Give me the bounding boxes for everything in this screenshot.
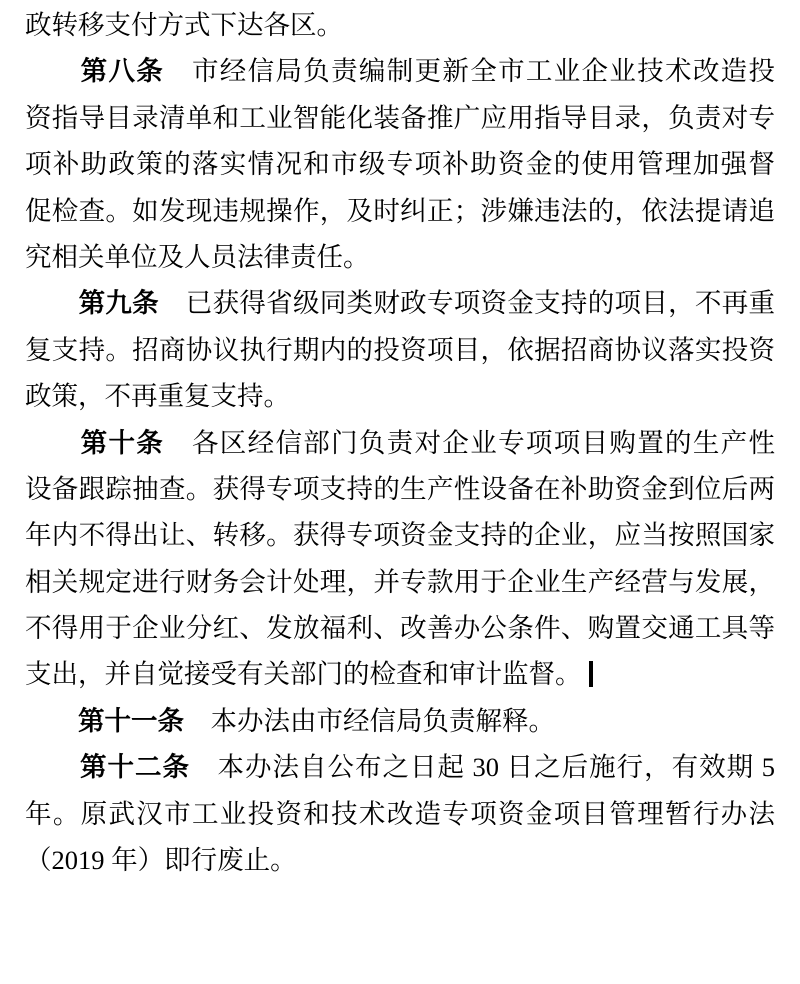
text-line[interactable] bbox=[25, 466, 775, 512]
text-line[interactable] bbox=[25, 420, 775, 466]
text-line[interactable] bbox=[25, 141, 775, 187]
text-run: 设备跟踪抽查。获得专项支持的生产性设备在补助资金到位后两 bbox=[25, 473, 775, 504]
text-line[interactable] bbox=[25, 234, 775, 280]
text-run: 政策，不再重复支持。 bbox=[25, 381, 290, 412]
text-run bbox=[25, 752, 80, 782]
text-run bbox=[25, 288, 79, 318]
text-line[interactable] bbox=[25, 744, 775, 790]
text-run bbox=[25, 56, 81, 86]
text-run: 项补助政策的落实情况和市级专项补助资金的使用管理加强督 bbox=[25, 149, 775, 180]
article-number: 第九条 bbox=[78, 288, 159, 319]
text-line[interactable] bbox=[25, 605, 775, 651]
text-run: 政转移支付方式下达各区。 bbox=[25, 10, 343, 40]
paragraph-article-10 bbox=[25, 420, 775, 698]
text-run: 各区经信部门负责对企业专项项目购置的生产性 bbox=[164, 427, 776, 458]
paragraph-continuation-paragraph bbox=[25, 2, 775, 48]
article-number: 第八条 bbox=[80, 56, 165, 87]
text-line[interactable] bbox=[25, 791, 775, 837]
text-run: 究相关单位及人员法律责任。 bbox=[25, 241, 370, 272]
text-line[interactable] bbox=[25, 837, 775, 883]
text-run: 年。原武汉市工业投资和技术改造专项资金项目管理暂行办法 bbox=[25, 798, 775, 829]
article-number: 第十条 bbox=[80, 427, 165, 458]
text-run: 支出，并自觉接受有关部门的检查和审计监督。 bbox=[25, 659, 582, 690]
text-line[interactable] bbox=[25, 95, 775, 141]
paragraph-article-11 bbox=[25, 698, 775, 744]
text-run bbox=[25, 428, 81, 458]
text-line[interactable] bbox=[25, 512, 775, 558]
article-number: 第十二条 bbox=[80, 752, 190, 783]
text-line[interactable] bbox=[25, 280, 775, 326]
text-line[interactable] bbox=[25, 327, 775, 373]
article-number: 第十一条 bbox=[78, 705, 184, 736]
text-run: 市经信局负责编制更新全市工业企业技术改造投 bbox=[164, 56, 776, 87]
paragraph-article-12 bbox=[25, 744, 775, 883]
text-line[interactable] bbox=[25, 48, 775, 94]
text-line[interactable] bbox=[25, 698, 775, 744]
text-run: （2019 年）即行废止。 bbox=[25, 845, 297, 876]
text-line[interactable] bbox=[25, 559, 775, 605]
text-run: 不得用于企业分红、发放福利、改善办公条件、购置交通工具等 bbox=[25, 613, 775, 644]
text-run: 本办法自公布之日起 30 日之后施行，有效期 5 bbox=[189, 752, 776, 783]
text-run: 资指导目录清单和工业智能化装备推广应用指导目录，负责对专 bbox=[25, 102, 775, 133]
text-run: 本办法由市经信局负责解释。 bbox=[184, 705, 555, 736]
paragraph-article-9 bbox=[25, 280, 775, 419]
text-run: 促检查。如发现违规操作，及时纠正；涉嫌违法的，依法提请追 bbox=[25, 195, 775, 226]
text-run: 年内不得出让、转移。获得专项资金支持的企业，应当按照国家 bbox=[25, 520, 775, 551]
text-run: 复支持。招商协议执行期内的投资项目，依据招商协议落实投资 bbox=[25, 334, 775, 365]
text-caret-icon bbox=[589, 661, 593, 687]
text-run: 已获得省级同类财政专项资金支持的项目，不再重 bbox=[158, 288, 776, 319]
text-line[interactable] bbox=[25, 373, 775, 419]
text-line[interactable] bbox=[25, 188, 775, 234]
text-run bbox=[25, 706, 78, 736]
paragraph-article-8 bbox=[25, 48, 775, 280]
text-run: 相关规定进行财务会计处理，并专款用于企业生产经营与发展， bbox=[25, 566, 775, 597]
text-line[interactable] bbox=[25, 2, 775, 48]
text-line[interactable] bbox=[25, 651, 775, 697]
